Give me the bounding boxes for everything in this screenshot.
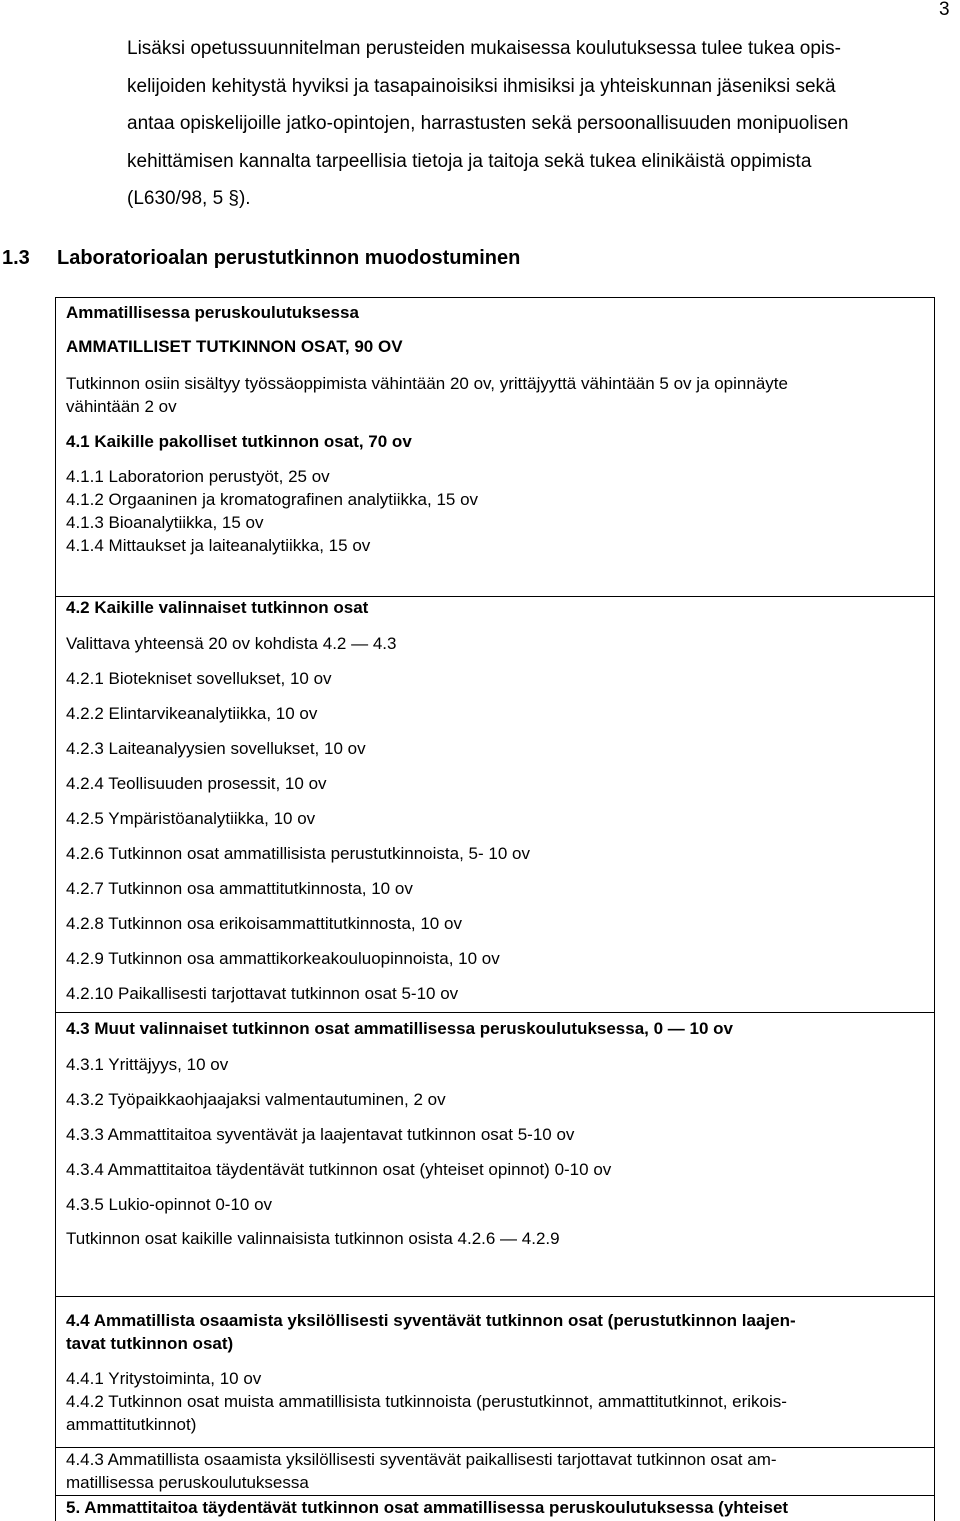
list-item: 4.1.3 Bioanalytiikka, 15 ov [66, 513, 264, 532]
section-heading [2, 247, 520, 270]
box-title: Ammatillisessa peruskoulutuksessa [66, 303, 359, 322]
section-title: Laboratorioalan perustutkinnon muodostuminen [57, 247, 521, 269]
subsection-note: Tutkinnon osat kaikille valinnaisista tutkinnon osista 4.2.6 — 4.2.9 [66, 1229, 560, 1248]
list-item: 4.2.6 Tutkinnon osat ammatillisista perustutkinnoista, 5- 10 ov [66, 844, 530, 863]
intro-paragraph [127, 30, 960, 218]
intro-line: antaa opiskelijoille jatko-opintojen, harrastusten sekä persoonallisuuden monipuolisen [127, 113, 849, 134]
intro-line: (L630/98, 5 §). [127, 188, 251, 209]
intro-line: Lisäksi opetussuunnitelman perusteiden mukaisessa koulutuksessa tulee tukea opis- [127, 38, 841, 59]
box-subtitle: AMMATILLISET TUTKINNON OSAT, 90 OV [66, 337, 403, 356]
subsection-title: tavat tutkinnon osat) [66, 1334, 234, 1353]
intro-line: kehittämisen kannalta tarpeellisia tietoja ja taitoja sekä tukea elinikäistä oppimista [127, 150, 812, 172]
list-item: 4.2.10 Paikallisesti tarjottavat tutkinnon osat 5-10 ov [66, 984, 459, 1003]
list-item: matillisessa peruskoulutuksessa [66, 1473, 309, 1492]
subsection-title: 4.2 Kaikille valinnaiset tutkinnon osat [66, 598, 369, 617]
list-item: 4.2.3 Laiteanalyysien sovellukset, 10 ov [66, 739, 366, 758]
list-item: 4.2.9 Tutkinnon osa ammattikorkeakouluopinnoista, 10 ov [66, 949, 500, 968]
table-divider [55, 1296, 935, 1297]
list-item: 4.4.2 Tutkinnon osat muista ammatillisista tutkinnoista (perustutkinnot, ammattitutkinnot, erikois- [66, 1392, 787, 1411]
box-note: Tutkinnon osiin sisältyy työssäoppimista vähintään 20 ov, yrittäjyyttä vähintään 5 ov ja opinnäyte [66, 374, 788, 393]
list-item: 4.3.3 Ammattitaitoa syventävät ja laajentavat tutkinnon osat 5-10 ov [66, 1125, 575, 1144]
list-item: 4.1.4 Mittaukset ja laiteanalytiikka, 15 ov [66, 536, 371, 555]
list-item: 4.2.8 Tutkinnon osa erikoisammattitutkinnosta, 10 ov [66, 914, 462, 933]
list-item: ammattitutkinnot) [66, 1415, 197, 1434]
table-divider [55, 1012, 935, 1013]
list-item: 4.3.4 Ammattitaitoa täydentävät tutkinnon osat (yhteiset opinnot) 0-10 ov [66, 1160, 612, 1179]
subsection-title: 5. Ammattitaitoa täydentävät tutkinnon osat ammatillisessa peruskoulutuksessa (yhteiset [66, 1498, 789, 1517]
table-divider [55, 1447, 935, 1448]
list-item: 4.2.4 Teollisuuden prosessit, 10 ov [66, 774, 327, 793]
list-item: 4.2.1 Biotekniset sovellukset, 10 ov [66, 669, 332, 688]
intro-line: kelijoiden kehitystä hyviksi ja tasapainoisiksi ihmisiksi ja yhteiskunnan jäseniksi sekä [127, 75, 836, 97]
list-item: 4.2.7 Tutkinnon osa ammattitutkinnosta, 10 ov [66, 879, 413, 898]
list-item: 4.3.2 Työpaikkaohjaajaksi valmentautuminen, 2 ov [66, 1090, 446, 1109]
table-divider [55, 1495, 935, 1496]
list-item: 4.2.2 Elintarvikeanalytiikka, 10 ov [66, 704, 318, 723]
subsection-title: 4.1 Kaikille pakolliset tutkinnon osat, 70 ov [66, 432, 412, 451]
list-item: 4.2.5 Ympäristöanalytiikka, 10 ov [66, 809, 316, 828]
list-item: 4.1.1 Laboratorion perustyöt, 25 ov [66, 467, 330, 486]
list-item: 4.3.1 Yrittäjyys, 10 ov [66, 1055, 229, 1074]
section-number: 1.3 [2, 247, 30, 269]
list-item: 4.4.1 Yritystoiminta, 10 ov [66, 1369, 262, 1388]
box-note: vähintään 2 ov [66, 397, 177, 416]
list-item: 4.3.5 Lukio-opinnot 0-10 ov [66, 1195, 273, 1214]
subsection-title: 4.3 Muut valinnaiset tutkinnon osat ammatillisessa peruskoulutuksessa, 0 — 10 ov [66, 1019, 733, 1038]
list-item: 4.1.2 Orgaaninen ja kromatografinen analytiikka, 15 ov [66, 490, 479, 509]
list-item: 4.4.3 Ammatillista osaamista yksilöllisesti syventävät paikallisesti tarjottavat tutkinnon osat am- [66, 1450, 777, 1469]
subsection-title: 4.4 Ammatillista osaamista yksilöllisesti syventävät tutkinnon osat (perustutkinnon laajen- [66, 1311, 796, 1330]
subsection-note: Valittava yhteensä 20 ov kohdista 4.2 — 4.3 [66, 634, 397, 653]
page-number: 3 [939, 0, 950, 20]
